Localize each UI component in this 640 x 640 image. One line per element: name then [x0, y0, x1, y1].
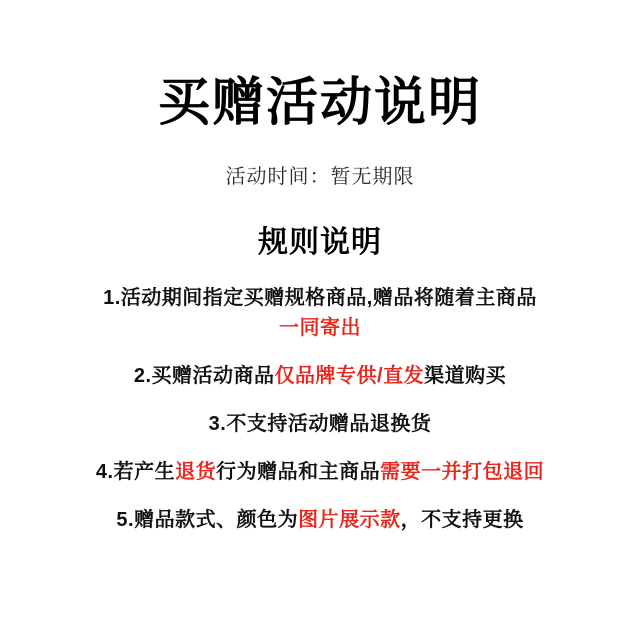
rule-1-text: 1.活动期间指定买赠规格商品,赠品将随着主商品 [103, 286, 537, 309]
rule-4-text-mid: 行为赠品和主商品 [216, 460, 381, 483]
rule-4-text-pre: 4.若产生 [95, 460, 176, 483]
rule-2-text-post: 渠道购买 [424, 364, 507, 387]
rule-item-2 [28, 361, 612, 391]
page-title: 买赠活动说明 [157, 74, 482, 132]
rules-section-title: 规则说明 [258, 225, 382, 259]
rule-5-text-post: ，不支持更换 [400, 508, 524, 531]
rule-5-highlight: 图片展示款 [298, 508, 401, 531]
rules-list [28, 283, 612, 553]
rule-2-text-pre: 2.买赠活动商品 [133, 364, 275, 387]
rule-4-highlight-2: 需要一并打包退回 [380, 460, 545, 483]
rule-2-highlight: 仅品牌专供/直发 [274, 364, 425, 387]
rule-item-1 [28, 283, 612, 343]
rule-item-5 [28, 505, 612, 535]
activity-period-text: 活动时间：暂无期限 [225, 165, 415, 188]
rule-5-text-pre: 5.赠品款式、颜色为 [116, 508, 299, 531]
rule-item-4 [28, 457, 612, 487]
rule-item-3 [28, 409, 612, 439]
rule-3-text: 3.不支持活动赠品退换货 [208, 412, 432, 435]
rule-1-highlight: 一同寄出 [279, 316, 361, 339]
rule-4-highlight-1: 退货 [175, 460, 217, 483]
